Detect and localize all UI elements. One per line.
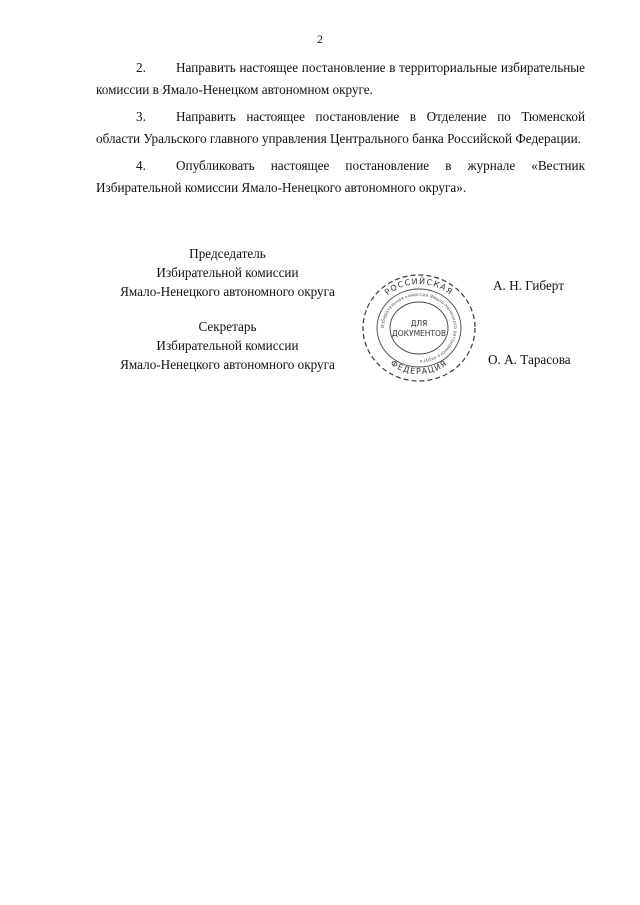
- resolution-item-4: [96, 155, 585, 198]
- item-text: Направить настоящее постановление в территориальные избирательные комиссии в Ямало-Ненецком автономном округе.: [96, 60, 585, 97]
- official-stamp: [360, 272, 478, 384]
- page-number: 2: [317, 32, 323, 46]
- signatory-title: Председатель: [189, 246, 266, 261]
- secretary-signature-block: [100, 317, 355, 374]
- stamp-center-text-2: ДОКУМЕНТОВ: [391, 329, 447, 338]
- item-text: Направить настоящее постановление в Отделение по Тюменской области Уральского главного управления Центрального банка Российской Федерации.: [96, 109, 585, 146]
- signatory-org: Избирательной комиссии: [156, 265, 299, 280]
- resolution-items: [96, 57, 585, 204]
- chairman-name: А. Н. Гиберт: [493, 278, 564, 293]
- signatory-title: Секретарь: [198, 319, 257, 334]
- signatory-region: Ямало-Ненецкого автономного округа: [120, 357, 335, 372]
- stamp-outer-ring: [363, 275, 475, 381]
- stamp-inner-ring: [390, 302, 448, 354]
- stamp-outer-text-top: РОССИЙСКАЯ: [383, 276, 455, 297]
- stamp-inner-ring-text: Избирательная комиссия Ямало-Ненецкого автономного округа: [380, 292, 458, 364]
- item-text: Опубликовать настоящее постановление в журнале «Вестник Избирательной комиссии Ямало-Ненецкого автономного округа».: [96, 158, 585, 195]
- signatory-region: Ямало-Ненецкого автономного округа: [120, 284, 335, 299]
- item-number: 3.: [136, 109, 146, 124]
- stamp-outer-text-bottom: ФЕДЕРАЦИЯ: [388, 358, 450, 377]
- item-number: 2.: [136, 60, 146, 75]
- chairman-signature-block: [100, 244, 355, 301]
- resolution-item-3: [96, 106, 585, 149]
- signatory-org: Избирательной комиссии: [156, 338, 299, 353]
- stamp-center-text-1: ДЛЯ: [410, 319, 428, 328]
- resolution-item-2: [96, 57, 585, 100]
- item-number: 4.: [136, 158, 146, 173]
- secretary-name: О. А. Тарасова: [488, 352, 571, 367]
